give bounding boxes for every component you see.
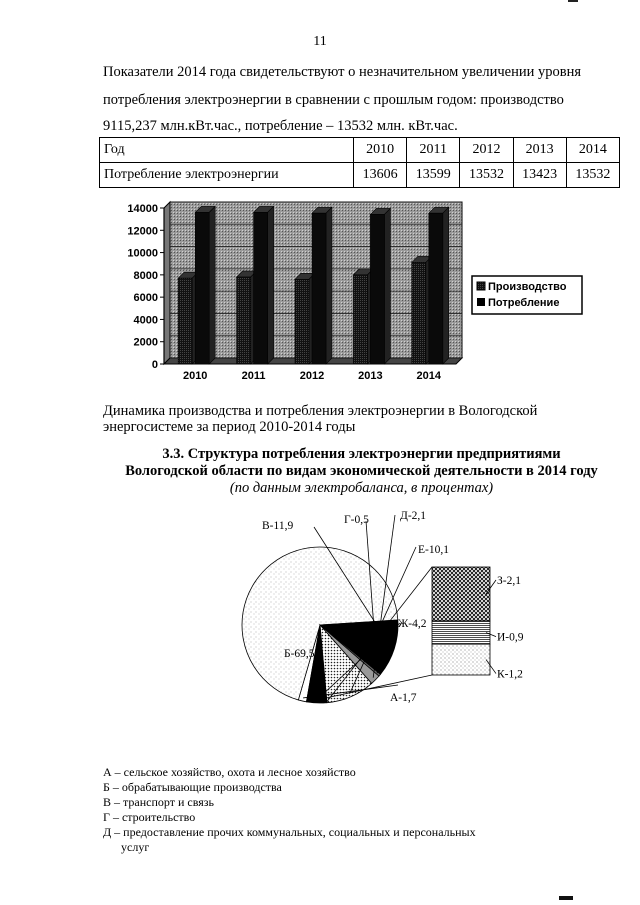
bar-production bbox=[412, 262, 426, 364]
x-tick-label: 2014 bbox=[416, 370, 442, 382]
scan-mark-bottom bbox=[559, 896, 573, 900]
breakout-label-И: И-0,9 bbox=[497, 631, 524, 644]
table-value-cell: 13532 bbox=[566, 163, 619, 188]
breakout-label-З: З-2,1 bbox=[497, 575, 521, 587]
y-tick-label: 8000 bbox=[133, 269, 158, 282]
intro-paragraph-line-2: потребления электроэнергии в сравнении с прошлым годом: производство bbox=[103, 92, 564, 108]
bar-production bbox=[353, 275, 367, 364]
bar-production bbox=[237, 277, 251, 364]
bar-chart bbox=[120, 198, 590, 393]
table-value-cell: 13599 bbox=[407, 163, 460, 188]
table-value-cell: 13423 bbox=[513, 163, 566, 188]
table-year-cell: 2010 bbox=[354, 138, 407, 163]
section-heading bbox=[103, 446, 620, 497]
table-year-cell: 2011 bbox=[407, 138, 460, 163]
scan-mark-top bbox=[568, 0, 578, 2]
consumption-table bbox=[99, 137, 620, 188]
table-year-cell: 2014 bbox=[566, 138, 619, 163]
y-tick-label: 12000 bbox=[127, 225, 158, 238]
intro-paragraph-line-1: Показатели 2014 года свидетельствуют о незначительном увеличении уровня bbox=[103, 64, 581, 80]
bar-consumption bbox=[312, 213, 326, 364]
table-header-row bbox=[100, 138, 620, 163]
bar-production bbox=[295, 279, 309, 364]
breakout-segment-И bbox=[432, 621, 490, 644]
pie-label-Б: Б-69,5 bbox=[284, 648, 315, 660]
legend-item-a: А – сельское хозяйство, охота и лесное хозяйство bbox=[103, 765, 356, 779]
pie-label-А: А-1,7 bbox=[390, 692, 417, 704]
pie-label-Ж: Ж-4,2 bbox=[398, 618, 427, 630]
pie-chart bbox=[240, 505, 570, 710]
y-tick-label: 2000 bbox=[133, 336, 158, 349]
section-subtitle: (по данным электробаланса, в процентах) bbox=[229, 480, 494, 496]
legend-item-d: Д – предоставление прочих коммунальных, социальных и персональных bbox=[103, 825, 476, 839]
bar-consumption bbox=[429, 213, 443, 364]
legend-item-d-cont: услуг bbox=[121, 840, 150, 854]
table-year-cell: 2012 bbox=[460, 138, 513, 163]
table-row-label: Потребление электроэнергии bbox=[100, 163, 354, 188]
legend-consumption-swatch bbox=[477, 298, 485, 306]
legend-item-g: Г – строительство bbox=[103, 810, 196, 824]
section-title-line-2: Вологодской области по видам экономической деятельности в 2014 году bbox=[125, 463, 598, 479]
y-tick-label: 10000 bbox=[127, 247, 158, 260]
pie-label-Е: Е-10,1 bbox=[418, 544, 449, 556]
x-tick-label: 2011 bbox=[241, 370, 266, 382]
table-value-cell: 13606 bbox=[354, 163, 407, 188]
legend-production-label: Производство bbox=[488, 281, 567, 293]
table-header-label: Год bbox=[100, 138, 354, 163]
table-data-row bbox=[100, 163, 620, 188]
y-tick-label: 6000 bbox=[133, 292, 158, 305]
bar-production bbox=[178, 278, 192, 364]
plot-side-wall bbox=[164, 202, 170, 364]
chart-caption-line-1: Динамика производства и потребления электроэнергии в Вологодской bbox=[103, 403, 538, 419]
table-year-cell: 2013 bbox=[513, 138, 566, 163]
bar-consumption-side bbox=[268, 206, 274, 364]
bar-consumption-side bbox=[209, 206, 215, 364]
pie-label-Г: Г-0,5 bbox=[344, 514, 369, 526]
breakout-label-К: К-1,2 bbox=[497, 668, 523, 681]
bar-plot-area bbox=[127, 202, 462, 382]
table-value-cell: 13532 bbox=[460, 163, 513, 188]
bar-consumption bbox=[195, 212, 209, 364]
x-tick-label: 2010 bbox=[182, 370, 208, 382]
bar-consumption-side bbox=[443, 207, 449, 364]
bar-legend bbox=[472, 276, 582, 314]
chart-caption-line-2: энергосистеме за период 2010-2014 годы bbox=[103, 419, 356, 435]
legend-consumption-label: Потребление bbox=[488, 297, 560, 309]
legend-production-swatch bbox=[477, 282, 485, 290]
bar-consumption-side bbox=[326, 207, 332, 364]
y-tick-label: 4000 bbox=[133, 314, 158, 327]
pie-label-Д: Д-2,1 bbox=[400, 510, 427, 522]
page-number: 11 bbox=[313, 34, 327, 49]
bar-consumption bbox=[254, 212, 268, 364]
x-tick-label: 2012 bbox=[299, 370, 325, 382]
pie-label-В: В-11,9 bbox=[262, 520, 294, 532]
legend-item-b: Б – обрабатывающие производства bbox=[103, 780, 282, 794]
bar-consumption bbox=[370, 214, 384, 364]
y-tick-label: 0 bbox=[151, 359, 158, 371]
x-tick-label: 2013 bbox=[358, 370, 383, 382]
breakout-segment-К bbox=[432, 644, 490, 675]
intro-paragraph-line-3: 9115,237 млн.кВт.час., потребление – 13532 млн. кВт.час. bbox=[103, 118, 458, 134]
sector-legend bbox=[103, 765, 523, 855]
bar-consumption-side bbox=[384, 208, 390, 364]
section-title-line-1: 3.3. Структура потребления электроэнергии предприятиями bbox=[162, 446, 561, 462]
y-tick-label: 14000 bbox=[127, 203, 158, 215]
breakout-segment-З bbox=[432, 567, 490, 621]
legend-item-v: В – транспорт и связь bbox=[103, 795, 214, 809]
